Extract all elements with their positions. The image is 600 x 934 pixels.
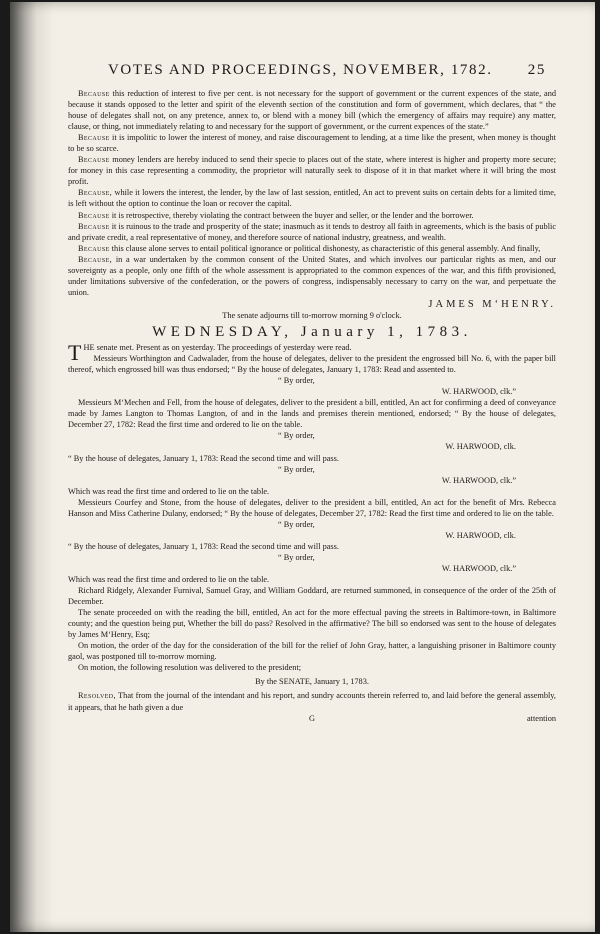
by-order: “ By order, [278, 519, 315, 529]
document-page [10, 2, 595, 932]
catchword: attention [526, 713, 556, 723]
protest-paragraph [68, 254, 556, 298]
paragraph-lead: Because [78, 243, 110, 253]
protest-paragraph [68, 210, 556, 221]
body-paragraph-2: Messieurs Worthington and Cadwalader, from the house of delegates, deliver to the president the engrossed bill No. 6, with the paper bill thereof, which engrossed bill was thus endorsed; “ By the house of delegates, January 1, 1783: Read and assented to. [68, 354, 556, 375]
adjourn-note: The senate adjourns till to-morrow morning 9 o'clock. [222, 310, 402, 320]
by-order: “ By order, [278, 552, 315, 562]
signature: JAMES M‘HENRY. [428, 298, 556, 310]
protest-paragraph [68, 88, 556, 132]
paragraph-text: it is impolitic to lower the interest of money, and raise discouragement to lending, at a time like the present, when money is thought to be so scarce. [68, 133, 556, 154]
by-order: “ By order, [278, 376, 315, 386]
running-header [108, 62, 546, 79]
paragraph-lead: Because [78, 133, 110, 143]
protest-paragraph [68, 221, 556, 243]
paragraph-text: it is ruinous to the trade and prosperity of the state; inasmuch as it tends to destroy all faith in agreements, which is the basis of public and private credit, a real representative of money, and therefore source of national industry, greatness, and wealth. [68, 221, 556, 242]
paragraph-text: it is retrospective, thereby violating the contract between the buyer and seller, or the lender and the borrower. [109, 210, 474, 220]
resolved-text: That from the journal of the intendant and his report, and sundry accounts therein referred to, and laid before the general assembly, it appears, that he hath given a due [68, 691, 556, 712]
signature-mark: G [309, 713, 315, 723]
resolved-lead: Resolved, [78, 691, 116, 701]
paragraph-lead: Because, [78, 188, 113, 198]
protest-paragraph [68, 132, 556, 154]
paragraph-lead: Because, [78, 254, 113, 264]
body-paragraph-6: The senate proceeded on with the reading the bill, entitled, An act for the more effectual paving the streets in Baltimore-town, in Baltimore county; and the question being put, Whether the bill do pass? Resolved in the affirmative? The bill so endorsed was sent to the house of delegates by James M‘Henry, Esq; [68, 608, 556, 640]
drop-cap: T [68, 340, 82, 366]
paragraph-lead: Because [78, 89, 110, 98]
protest-paragraph [68, 187, 556, 209]
paragraph-lead: Because [78, 155, 110, 165]
resolved-paragraph [68, 690, 556, 712]
by-order: “ By order, [278, 464, 315, 474]
protest-paragraphs [68, 88, 556, 298]
paragraph-text: in a war undertaken by the common consent of the United States, and which involves our particular rights as men, and our sovereignty as a people, only one fifth of the whole assessment is appropriated to the common expences of the war, and this fifth provisioned, under limitations subversive of the confederation, or the powers of congress, indispensably necessary to carry on the war, and perpetuate the union. [68, 254, 556, 297]
page-body [68, 88, 556, 724]
body-paragraph-1: THE senate met. Present as on yesterday. The proceedings of yesterday were read. [68, 340, 352, 366]
header-title: VOTES AND PROCEEDINGS, NOVEMBER, 1782. [108, 62, 493, 78]
by-order: “ By order, [278, 431, 315, 441]
body-paragraph-4c: Which was read the first time and ordered to lie on the table. [68, 575, 270, 585]
body-paragraph-7: On motion, the order of the day for the consideration of the bill for the relief of John Gray, hatter, a languishing prisoner in Baltimore county gaol, was postponed till to-morrow morning. [68, 641, 556, 662]
clerk-signature: W. HARWOOD, clk.” [441, 387, 516, 397]
paragraph-lead: Because [78, 210, 110, 220]
clerk-signature: W. HARWOOD, clk. [445, 442, 516, 452]
protest-paragraph [68, 154, 556, 187]
clerk-signature: W. HARWOOD, clk. [445, 530, 516, 540]
paragraph-text: this clause alone serves to entail political ignorance or political dishonesty, as characteristic of this general assembly. And finally, [109, 243, 541, 253]
body-paragraph-4: Messieurs Courfey and Stone, from the house of delegates, deliver to the president a bill, entitled, An act for the benefit of Mrs. Rebecca Hanson and Miss Catherine Dulany, endorsed; “ By the house of delegates, December 27, 1782: Read the first time and ordered to lie on the table. [68, 497, 556, 518]
page-spine-shadow [10, 2, 54, 932]
clerk-signature: W. HARWOOD, clk.” [441, 563, 516, 573]
body-paragraph-8: On motion, the following resolution was delivered to the president; [78, 663, 302, 673]
protest-paragraph [68, 243, 556, 254]
body-paragraph-3b: “ By the house of delegates, January 1, 1783: Read the second time and will pass. [68, 453, 339, 463]
paragraph-text: money lenders are hereby induced to send their specie to places out of the state, where interest is higher and property more secure; for money in this case representing a commodity, the proprietor will naturally seek to dispose of it in that market where it will bring the most profit. [68, 155, 556, 187]
body-paragraph-3c: Which was read the first time and ordered to lie on the table. [68, 486, 270, 496]
page-number: 25 [527, 62, 546, 78]
paragraph-lead: Because [78, 221, 110, 231]
clerk-signature: W. HARWOOD, clk.” [441, 475, 516, 485]
paragraph-text: while it lowers the interest, the lender, by the law of last session, entitled, An act to prevent suits on certain debts for a limited time, is left without the option to continue the loan or recover the capital. [68, 188, 556, 209]
body-paragraph-3: Messieurs M‘Mechen and Fell, from the house of delegates, deliver to the president a bill, entitled, An act for confirming a deed of conveyance made by James Langton to Thomas Langton, of and in the lands and premises therein mentioned, endorsed; “ By the house of delegates, December 27, 1782: Read the first time and ordered to lie on the table. [68, 398, 556, 430]
body-paragraph-5: Richard Ridgely, Alexander Furnival, Samuel Gray, and William Goddard, are returned summoned, in consequence of the order of the 25th of December. [68, 586, 556, 607]
day-heading: WEDNESDAY, January 1, 1783. [152, 323, 472, 340]
senate-heading: By the SENATE, January 1, 1783. [255, 677, 369, 687]
body-paragraph-4b: “ By the house of delegates, January 1, 1783: Read the second time and will pass. [68, 541, 339, 551]
paragraph-text: this reduction of interest to five per cent. is not necessary for the support of government or the current expences of the state, and because it stands opposed to the letter and spirit of the eleventh section of the constitution and form of government, which declares, that “ the house of delegates shall not, on any pretence, annex to, or blend with a money bill (which the emergency of affairs may require) any matter, clause, or thing, not immediately relating to and necessary for the support of government, or the current expences of the state.” [68, 89, 556, 132]
